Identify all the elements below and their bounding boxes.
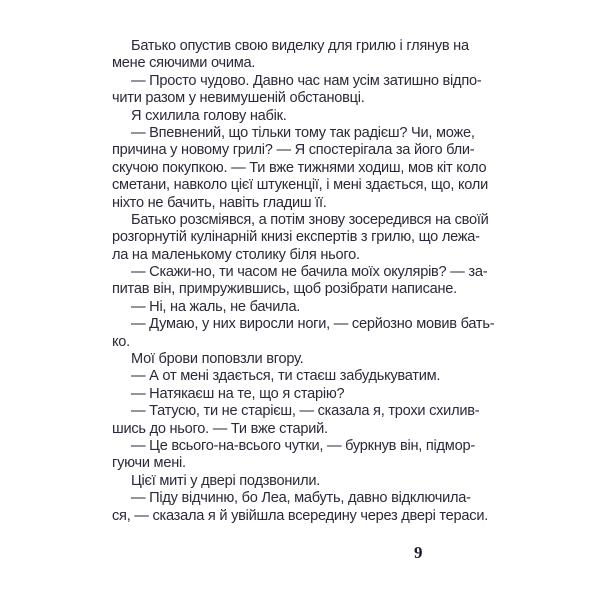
text-line: скучою покупкою. — Ти вже тижнями ходиш, мов кіт коло — [112, 159, 487, 176]
text-line: Батько опустив свою виделку для грилю і глянув на — [131, 38, 469, 54]
text-line: — Ні, на жаль, не бачила. — [131, 298, 301, 315]
text-line: Цієї миті у двері подзвонили. — [131, 472, 321, 489]
text-line: чити разом у невимушеній обстановці. — [112, 90, 365, 107]
text-line: мене сяючими очима. — [112, 55, 256, 72]
text-line: — Татусю, ти не старієш, — сказала я, трохи схилив- — [131, 403, 480, 420]
text-line: питав він, примружившись, щоб розібрати написане. — [112, 281, 457, 298]
text-line: причина у новому грилі? — Я спостерігала за його бли- — [112, 142, 475, 159]
text-line: шись до нього. — Ти вже старий. — [112, 420, 328, 437]
text-line: — Натякаєш на те, що я старію? — [131, 385, 345, 402]
text-line: ла на маленькому столику біля нього. — [112, 246, 360, 263]
page-number: 9 — [414, 543, 423, 562]
text-line: — А от мені здається, ти стаєш забудькуватим. — [131, 368, 441, 385]
text-line: розгорнутій кулінарній книзі експертів з грилю, що лежа- — [112, 229, 480, 246]
body-text — [112, 38, 495, 525]
text-line: — Піду відчиню, бо Леа, мабуть, давно відключила- — [131, 490, 471, 507]
text-line: — Це всього-на-всього чутки, — буркнув він, підмор- — [131, 437, 475, 454]
text-line: ся, — сказала я й увійшла всередину через двері тераси. — [112, 507, 489, 524]
text-line: Мої брови поповзли вгору. — [131, 351, 304, 368]
text-line: Я схилила голову набік. — [131, 107, 287, 124]
text-line: ко. — [112, 333, 130, 350]
text-line: ніхто не бачить, навіть гладиш її. — [112, 194, 327, 211]
text-line: — Просто чудово. Давно час нам усім затишно відпо- — [131, 72, 482, 89]
text-line: — Скажи-но, ти часом не бачила моїх окулярів? — за- — [131, 264, 488, 281]
text-line: гуючи мені. — [112, 455, 186, 472]
text-line: Батько розсміявся, а потім знову зосередився на своїй — [131, 211, 489, 228]
text-line: — Впевнений, що тільки тому так радієш? Чи, може, — [131, 124, 475, 141]
text-line: — Думаю, у них виросли ноги, — серйозно мовив бать- — [131, 316, 495, 333]
text-line: сметани, навколо цієї штукенції, і мені здається, що, коли — [112, 177, 488, 194]
